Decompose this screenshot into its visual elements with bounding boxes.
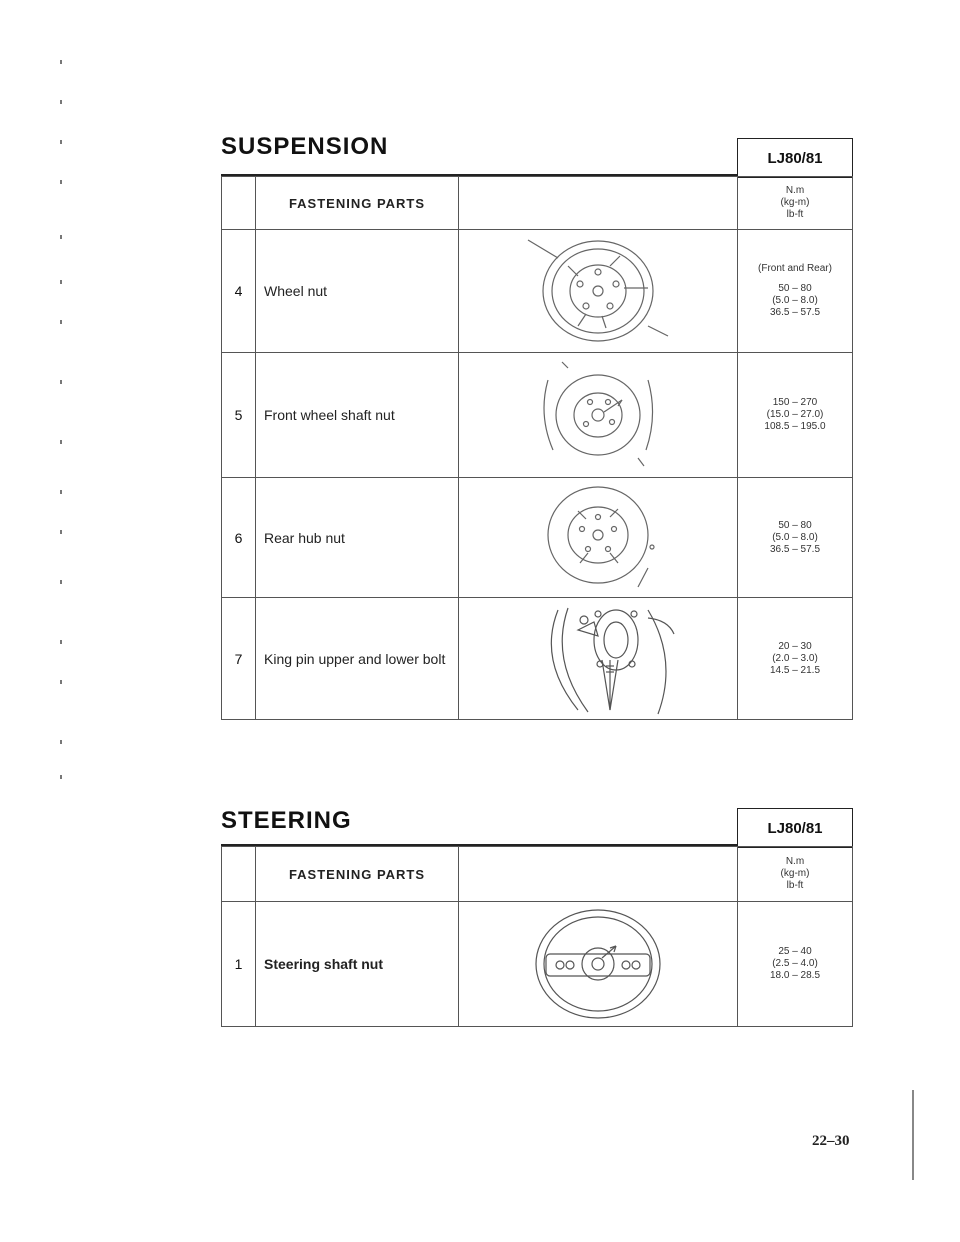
table-row bbox=[222, 598, 853, 720]
steering-wheel-diagram-icon bbox=[459, 902, 738, 1027]
page-number: 22–30 bbox=[812, 1133, 850, 1149]
torque-kgm: (2.5 – 4.0) bbox=[772, 958, 818, 969]
part-name: King pin upper and lower bolt bbox=[256, 598, 459, 720]
torque-nm: 150 – 270 bbox=[772, 397, 818, 408]
wheel-nut-diagram-icon bbox=[459, 230, 738, 353]
header-fastening-parts: FASTENING PARTS bbox=[256, 177, 459, 230]
table-row bbox=[222, 478, 853, 598]
rear-hub-nut-diagram-icon bbox=[459, 478, 738, 598]
unit-kgm: (kg-m) bbox=[780, 868, 810, 879]
part-name: Steering shaft nut bbox=[256, 902, 459, 1027]
torque-spec bbox=[738, 353, 853, 478]
unit-lbft: lb-ft bbox=[786, 880, 804, 891]
header-fastening-parts: FASTENING PARTS bbox=[256, 847, 459, 902]
header-number-cell bbox=[222, 847, 256, 902]
king-pin-bolt-diagram-icon bbox=[459, 598, 738, 720]
torque-note: (Front and Rear) bbox=[758, 263, 832, 274]
suspension-table bbox=[221, 176, 853, 720]
header-units bbox=[738, 847, 853, 902]
torque-spec bbox=[738, 478, 853, 598]
table-row bbox=[222, 230, 853, 353]
part-name: Wheel nut bbox=[256, 230, 459, 353]
margin-marks bbox=[58, 60, 64, 780]
torque-lbft: 36.5 – 57.5 bbox=[769, 307, 821, 318]
steering-table bbox=[221, 846, 853, 1027]
suspension-title: SUSPENSION bbox=[221, 133, 389, 160]
unit-kgm: (kg-m) bbox=[780, 197, 810, 208]
torque-kgm: (5.0 – 8.0) bbox=[772, 531, 818, 543]
torque-nm: 20 – 30 bbox=[778, 640, 812, 652]
steering-title: STEERING bbox=[221, 807, 352, 834]
torque-kgm: (5.0 – 8.0) bbox=[772, 295, 818, 306]
torque-spec bbox=[738, 598, 853, 720]
torque-lbft: 14.5 – 21.5 bbox=[769, 664, 821, 676]
header-units bbox=[738, 177, 853, 230]
torque-nm: 25 – 40 bbox=[778, 946, 812, 957]
table-row bbox=[222, 353, 853, 478]
header-figure-cell bbox=[459, 177, 738, 230]
table-row bbox=[222, 902, 853, 1027]
torque-lbft: 108.5 – 195.0 bbox=[764, 421, 826, 432]
row-number: 6 bbox=[222, 478, 256, 598]
part-name: Front wheel shaft nut bbox=[256, 353, 459, 478]
part-name: Rear hub nut bbox=[256, 478, 459, 598]
torque-nm: 50 – 80 bbox=[778, 283, 812, 294]
torque-kgm: (15.0 – 27.0) bbox=[766, 409, 824, 420]
unit-nm: N.m bbox=[785, 185, 805, 196]
margin-rule bbox=[912, 1090, 914, 1180]
header-figure-cell bbox=[459, 847, 738, 902]
unit-lbft: lb-ft bbox=[786, 209, 804, 220]
row-number: 5 bbox=[222, 353, 256, 478]
row-number: 1 bbox=[222, 902, 256, 1027]
suspension-model-label: LJ80/81 bbox=[737, 138, 853, 178]
suspension-header-row bbox=[222, 177, 853, 230]
torque-lbft: 18.0 – 28.5 bbox=[769, 970, 821, 981]
header-number-cell bbox=[222, 177, 256, 230]
steering-header-row bbox=[222, 847, 853, 902]
torque-kgm: (2.0 – 3.0) bbox=[772, 652, 818, 664]
torque-nm: 50 – 80 bbox=[778, 519, 812, 531]
front-wheel-shaft-nut-diagram-icon bbox=[459, 353, 738, 478]
unit-nm: N.m bbox=[785, 856, 805, 867]
torque-lbft: 36.5 – 57.5 bbox=[769, 543, 821, 555]
row-number: 7 bbox=[222, 598, 256, 720]
torque-spec bbox=[738, 902, 853, 1027]
torque-spec bbox=[738, 230, 853, 353]
steering-model-label: LJ80/81 bbox=[737, 808, 853, 848]
row-number: 4 bbox=[222, 230, 256, 353]
